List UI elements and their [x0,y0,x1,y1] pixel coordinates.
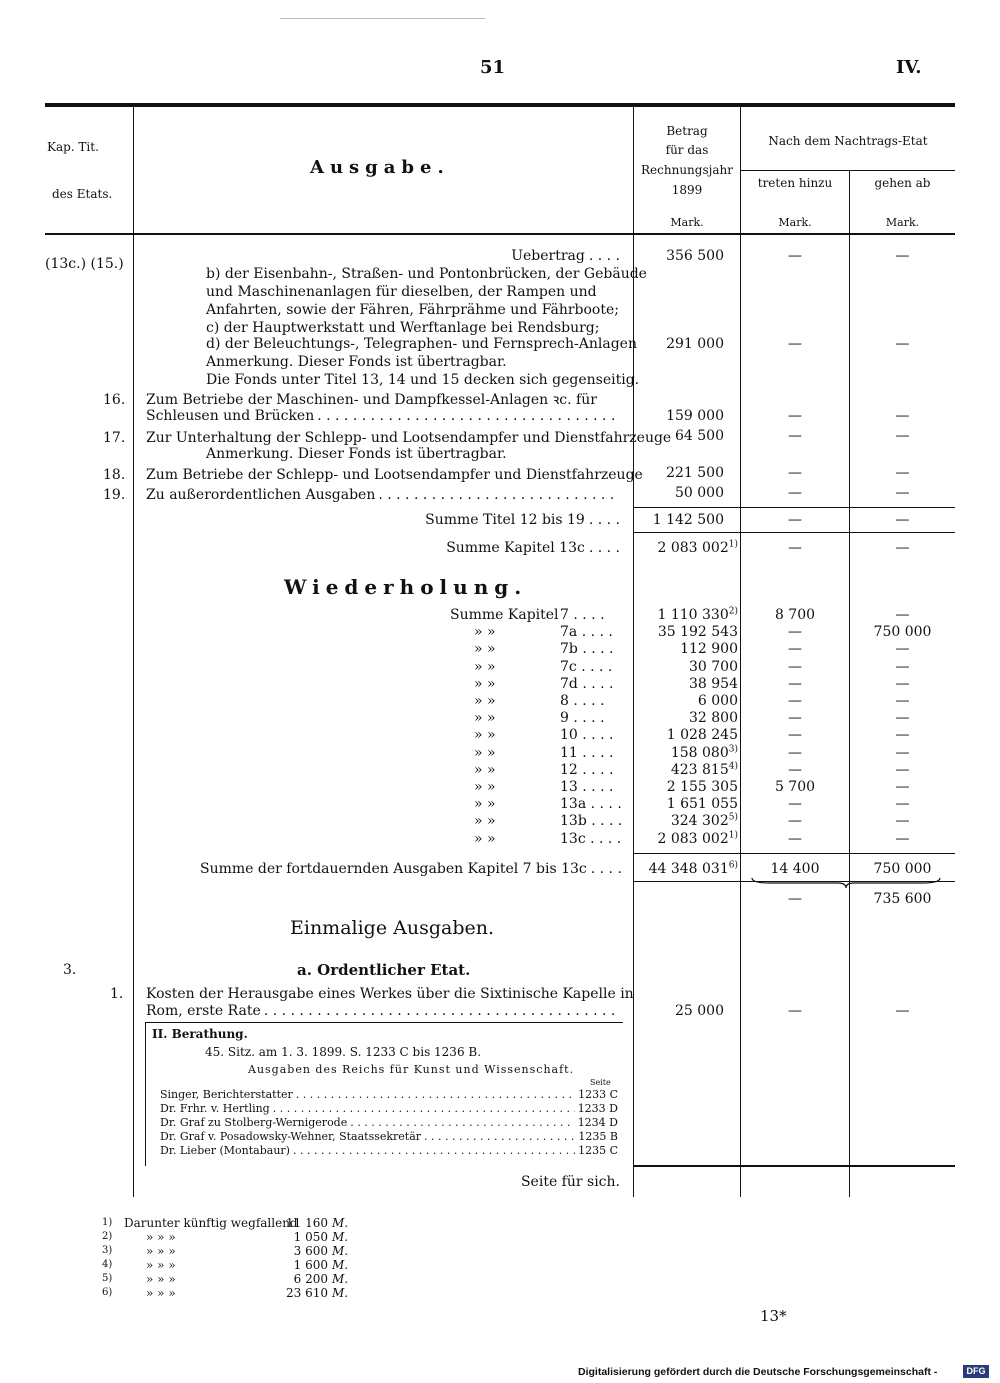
wied-row-betrag: 423 815 [670,761,729,778]
wied-row-betrag-cell [634,813,738,830]
titel-16-ab: — [895,408,910,424]
col-divider-1 [133,107,134,1197]
einmalig-t1-label: Rom, erste Rate [146,1003,261,1019]
wied-row-kap: 10 . . . . [560,727,614,744]
summe-kapitel-betrag-cell [634,540,738,557]
wied-summe-betrag: 44 348 031 [648,861,729,877]
wied-row-hinzu: — [788,813,802,830]
wied-row-label: » » [474,624,496,641]
speaker-page: 1233 C [578,1088,618,1101]
wied-row-kap-num: 7d [560,675,578,692]
wied-row-kap-num: 7a [560,624,578,641]
wied-row-ab: — [895,744,910,761]
wied-row-kap: 13b . . . . [560,813,623,830]
footnote-text: Darunter künftig wegfallend [124,1216,298,1230]
wied-row-hinzu: — [788,761,802,778]
wied-row-betrag: 2 083 002 [657,830,729,847]
wied-row-kap-num: 13c [560,830,586,847]
titel-19-label: Zu außerordentlichen Ausgaben [146,487,376,503]
wied-row-ab: — [895,761,910,778]
header-kap-tit: Kap. Tit. [47,140,99,154]
wied-row-ab: — [895,693,910,709]
titel-17-num: 17. [103,430,126,446]
d-betrag: 291 000 [666,336,724,352]
wied-row-ab: — [895,607,910,623]
wied-row-kap-num: 10 [560,727,578,744]
titel-19-row [146,487,621,504]
speaker-page: 1235 C [578,1144,618,1157]
dfg-logo-text: DFG [966,1366,986,1376]
wied-net-hinzu: — [788,891,802,907]
wied-row-label: » » [474,796,496,813]
b-line-1: b) der Eisenbahn-, Straßen- und Pontonbrücken, der Gebäude [206,266,647,282]
wied-row-betrag-cell [634,831,738,848]
wied-row-betrag: 2 155 305 [666,779,738,795]
speaker-row [160,1102,618,1115]
summe-kapitel-hinzu: — [788,540,802,556]
einmalig-t1-ab: — [895,1003,910,1019]
wied-row-kap-num: 11 [560,744,578,761]
dfg-logo [963,1365,989,1378]
speaker-name: Dr. Frhr. v. Hertling [160,1102,270,1115]
summe-titel-label: Summe Titel 12 bis 19 [425,512,585,528]
page-number: 51 [480,57,506,78]
uebertrag-ab: — [895,248,910,264]
speaker-name: Dr. Graf v. Posadowsky-Wehner, Staatssekretär [160,1130,422,1143]
footnote-unit: M. [332,1258,349,1272]
titel-19-betrag: 50 000 [675,485,724,501]
uebertrag-row: Uebertrag . . . . [511,248,620,264]
speaker-name: Dr. Lieber (Montabaur) [160,1144,290,1157]
titel-16-num: 16. [103,392,126,408]
wied-row-betrag-cell [634,607,738,624]
wied-row-kap-num: 13 [560,779,578,795]
footnote-mark: 6) [102,1287,113,1298]
wied-row-ab: — [895,641,910,658]
wied-row-betrag: 112 900 [680,641,738,658]
wied-row-kap-num: 7c [560,658,577,675]
header-gehen-ab: gehen ab [874,176,931,190]
wied-row-ab: — [895,675,910,692]
footnote-mark: 3) [102,1245,113,1256]
footnote-ref: 1) [728,829,738,840]
footnote-unit: M. [332,1286,349,1300]
wied-row-hinzu: — [788,641,802,658]
titel-19-ab: — [895,485,910,501]
header-betrag-2: für das [665,143,709,157]
sum-rule-2 [633,532,955,533]
header-treten-hinzu: treten hinzu [757,176,833,190]
wied-row-betrag: 324 302 [670,813,729,830]
wied-row-betrag: 158 080 [670,744,729,761]
footnote-unit: M. [332,1244,349,1258]
footnote-mark: 4) [102,1259,113,1270]
section-number: IV. [896,57,922,78]
summe-kapitel-betrag: 2 083 002 [657,540,729,556]
wied-row-kap: 13a . . . . [560,796,622,813]
speaker-row [160,1144,618,1157]
wied-row-kap: 8 . . . . [560,693,605,709]
wied-row-betrag: 1 110 330 [657,607,729,623]
wied-row-label: » » [474,830,496,847]
einmalig-t1-line-1: Kosten der Herausgabe eines Werkes über die Sixtinische Kapelle in [146,986,634,1002]
wied-row-label: » » [474,727,496,744]
wied-row-kap-num: 7 [560,607,569,623]
titel-17-hinzu: — [788,428,802,444]
titel-19-hinzu: — [788,485,802,501]
header-betrag-4: 1899 [671,183,703,197]
wied-summe-label: Summe der fortdauernden Ausgaben Kapitel 7 bis 13c [200,861,587,877]
wied-row-betrag: 35 192 543 [657,624,738,641]
footnote-ref: 3) [728,743,738,754]
wied-sum-rule [633,853,955,854]
einmalig-kap: 3. [63,962,77,978]
b-line-3: Anfahrten, sowie der Fähren, Fährprähme und Fährboote; [206,302,619,318]
wied-row-kap: 9 . . . . [560,710,605,727]
titel-16-line-1: Zum Betriebe der Maschinen- und Dampfkessel-Anlagen ꝛc. für [146,392,597,408]
sum-rule-1 [633,507,955,508]
wied-summe-ab: 750 000 [873,861,932,877]
wied-row-kap-num: 13b [560,813,587,830]
kap-tit-label: (13c.) (15.) [45,256,124,272]
titel-16-label: Schleusen und Brücken [146,408,315,424]
wied-row-hinzu: — [788,727,802,744]
wied-row-label: » » [474,693,496,709]
einmalig-t1-num: 1. [110,986,124,1002]
header-mark-1: Mark. [670,216,704,229]
header-betrag-3: Rechnungsjahr [641,163,733,177]
wied-row-kap: 7 . . . . [560,607,605,623]
wied-row-kap: 7b . . . . [560,641,614,658]
header-betrag-1: Betrag [666,124,708,138]
speaker-page: 1235 B [578,1130,618,1143]
footnote-text: » » » [146,1272,176,1286]
wied-row-ab: — [895,779,910,795]
titel-18-hinzu: — [788,465,802,481]
summe-titel-hinzu: — [788,512,802,528]
footnote-text: » » » [146,1286,176,1300]
speaker-page: 1233 D [577,1102,618,1115]
uebertrag-label: Uebertrag [511,248,585,264]
wied-row-betrag: 38 954 [689,675,738,692]
wied-row-betrag-cell [634,779,738,796]
berathung-title: II. Berathung. [152,1027,248,1041]
wied-row-hinzu: — [788,710,802,727]
footnote-text: » » » [146,1244,176,1258]
d-line-1: d) der Beleuchtungs-, Telegraphen- und Fernsprech-Anlagen [206,336,637,352]
footnote-ref: 4) [728,761,738,772]
footnote-text: » » » [146,1230,176,1244]
c-line-1: c) der Hauptwerkstatt und Werftanlage bei Rendsburg; [206,320,600,336]
einmalig-title: Einmalige Ausgaben. [290,917,495,939]
titel-17-line-1: Zur Unterhaltung der Schlepp- und Lootsendampfer und Dienstfahrzeuge [146,430,672,446]
footnote-unit: M. [332,1216,349,1230]
wied-row-ab: — [895,710,910,727]
wied-row-label: » » [474,779,496,795]
wied-row-hinzu: — [788,624,802,641]
footnote-ref: 5) [728,812,738,823]
wied-row-betrag: 30 700 [689,658,738,675]
summe-kapitel-label: Summe Kapitel 13c [446,540,585,556]
wied-row-betrag: 6 000 [697,693,738,709]
wied-row-hinzu: 8 700 [774,607,816,623]
wied-row-kap: 7c . . . . [560,658,613,675]
wied-row-label: » » [474,761,496,778]
titel-16-line-2 [146,408,621,425]
footnote-mark: 2) [102,1231,113,1242]
titel-17-betrag: 64 500 [675,428,724,444]
summe-kapitel-row: Summe Kapitel 13c . . . . [446,540,620,556]
wied-row-betrag-cell [634,745,738,762]
wied-net-ab: 735 600 [873,891,932,907]
wied-row-betrag-cell [634,796,738,813]
wied-row-betrag-cell [634,624,738,641]
wied-row-ab: — [895,658,910,675]
speaker-row [160,1116,618,1129]
d-ab: — [895,336,910,352]
einmalig-t1-hinzu: — [788,1003,802,1019]
header-mark-3: Mark. [885,216,920,229]
footnote-amount: 1 600 [293,1258,328,1272]
top-faint-rule [280,18,485,19]
wied-row-hinzu: — [788,744,802,761]
header-nachtrag: Nach dem Nachtrags-Etat [768,134,928,148]
speaker-row [160,1130,618,1143]
berathung-head: Ausgaben des Reichs für Kunst und Wissenschaft. [248,1063,575,1076]
footnote-mark: 1) [102,1217,113,1228]
wied-row-kap-num: 8 [560,693,569,709]
wied-row-hinzu: — [788,675,802,692]
footnote-amount: 23 610 [286,1286,328,1300]
footnote-unit: M. [332,1272,349,1286]
footnote-ref: 1) [728,539,738,550]
wied-row-ab: — [895,830,910,847]
footnote-ref: 6) [728,860,738,871]
wied-row-betrag-cell [634,762,738,779]
seite-fuer-sich: Seite für sich. [520,1174,620,1190]
summe-kapitel-ab: — [895,540,910,556]
anmerkung-2: Anmerkung. Dieser Fonds ist übertragbar. [206,446,507,462]
wied-row-hinzu: — [788,693,802,709]
summe-titel-ab: — [895,512,910,528]
wied-summe-betrag-cell [634,861,738,878]
wied-row-kap: 12 . . . . [560,761,614,778]
speaker-name: Singer, Berichterstatter [160,1088,293,1101]
wied-row-label: » » [474,744,496,761]
wied-row-kap: 11 . . . . [560,744,614,761]
einmalig-t1-betrag: 25 000 [675,1003,724,1019]
wied-row-label: » » [474,675,496,692]
uebertrag-betrag: 356 500 [666,248,724,264]
wied-row-label: Summe Kapitel [450,607,559,623]
wied-row-kap: 7d . . . . [560,675,614,692]
wied-row-hinzu: — [788,830,802,847]
berathung-sitz: 45. Sitz. am 1. 3. 1899. S. 1233 C bis 1236 B. [205,1045,482,1059]
credit-text: Digitalisierung gefördert durch die Deutsche Forschungsgemeinschaft - [578,1366,938,1378]
footnote-amount: 3 600 [293,1244,328,1258]
wied-row-label: » » [474,658,496,675]
titel-18-line-1: Zum Betriebe der Schlepp- und Lootsendampfer und Dienstfahrzeuge [146,467,643,483]
titel-16-betrag: 159 000 [666,408,724,424]
berathung-seite: Seite [590,1078,611,1087]
wiederholung-title: Wiederholung. [284,575,528,599]
titel-18-ab: — [895,465,910,481]
wied-row-label: » » [474,710,496,727]
titel-16-hinzu: — [788,408,802,424]
table-bottom-rule [633,1165,955,1167]
speaker-row [160,1088,618,1101]
footnote-amount: 11 160 [286,1216,328,1230]
header-mark-2: Mark. [778,216,812,229]
fonds-note: Die Fonds unter Titel 13, 14 und 15 decken sich gegenseitig. [206,372,640,388]
titel-19-num: 19. [103,487,126,503]
footnote-text: » » » [146,1258,176,1272]
wied-summe-row: Summe der fortdauernden Ausgaben Kapitel 7 bis 13c . . . . [200,861,622,877]
wied-row-kap: 13 . . . . [560,779,614,795]
wied-row-kap-num: 12 [560,761,578,778]
wied-row-kap: 13c . . . . [560,830,622,847]
anmerkung-1: Anmerkung. Dieser Fonds ist übertragbar. [206,354,507,370]
table-top-rule [45,103,955,107]
table-header-rule [45,233,955,235]
wied-row-label: » » [474,813,496,830]
speaker-page: 1234 D [577,1116,618,1129]
titel-18-num: 18. [103,467,126,483]
summe-titel-betrag: 1 142 500 [652,512,724,528]
einmalig-t1-line-2 [146,1003,621,1020]
titel-18-betrag: 221 500 [666,465,724,481]
wied-row-betrag-cell [634,659,738,676]
footnote-amount: 1 050 [293,1230,328,1244]
wied-row-kap: 7a . . . . [560,624,613,641]
header-ausgabe: Ausgabe. [310,157,450,178]
header-des-etats: des Etats. [52,187,113,201]
uebertrag-hinzu: — [788,248,802,264]
brace [750,876,942,890]
b-line-2: und Maschinenanlagen für dieselben, der Rampen und [206,284,597,300]
footnote-ref: 2) [728,606,738,617]
wied-row-kap-num: 13a [560,796,587,813]
wied-row-betrag-cell [634,693,738,710]
wied-row-betrag-cell [634,676,738,693]
summe-titel-row: Summe Titel 12 bis 19 . . . . [425,512,620,528]
wied-row-hinzu: — [788,796,802,813]
wied-row-betrag-cell [634,727,738,744]
wied-row-kap-num: 7b [560,641,578,658]
wied-row-betrag: 1 028 245 [666,727,738,744]
footnote-mark: 5) [102,1273,113,1284]
wied-row-ab: 750 000 [873,624,932,641]
wied-row-betrag-cell [634,641,738,658]
wied-row-betrag: 1 651 055 [666,796,738,813]
page-signature: 13* [760,1307,787,1325]
footnote-unit: M. [332,1230,349,1244]
wied-row-betrag: 32 800 [689,710,738,727]
wied-row-kap-num: 9 [560,710,569,727]
speaker-name: Dr. Graf zu Stolberg-Wernigerode [160,1116,348,1129]
titel-17-ab: — [895,428,910,444]
wied-row-hinzu: — [788,658,802,675]
wied-row-ab: — [895,727,910,744]
footnote-amount: 6 200 [293,1272,328,1286]
wied-row-hinzu: 5 700 [774,779,816,795]
wied-row-ab: — [895,813,910,830]
wied-summe-hinzu: 14 400 [770,861,820,877]
wied-row-ab: — [895,796,910,813]
nachtrag-rule [740,170,955,171]
wied-row-label: » » [474,641,496,658]
wied-row-betrag-cell [634,710,738,727]
einmalig-sub: a. Ordentlicher Etat. [297,961,471,979]
d-hinzu: — [788,336,802,352]
